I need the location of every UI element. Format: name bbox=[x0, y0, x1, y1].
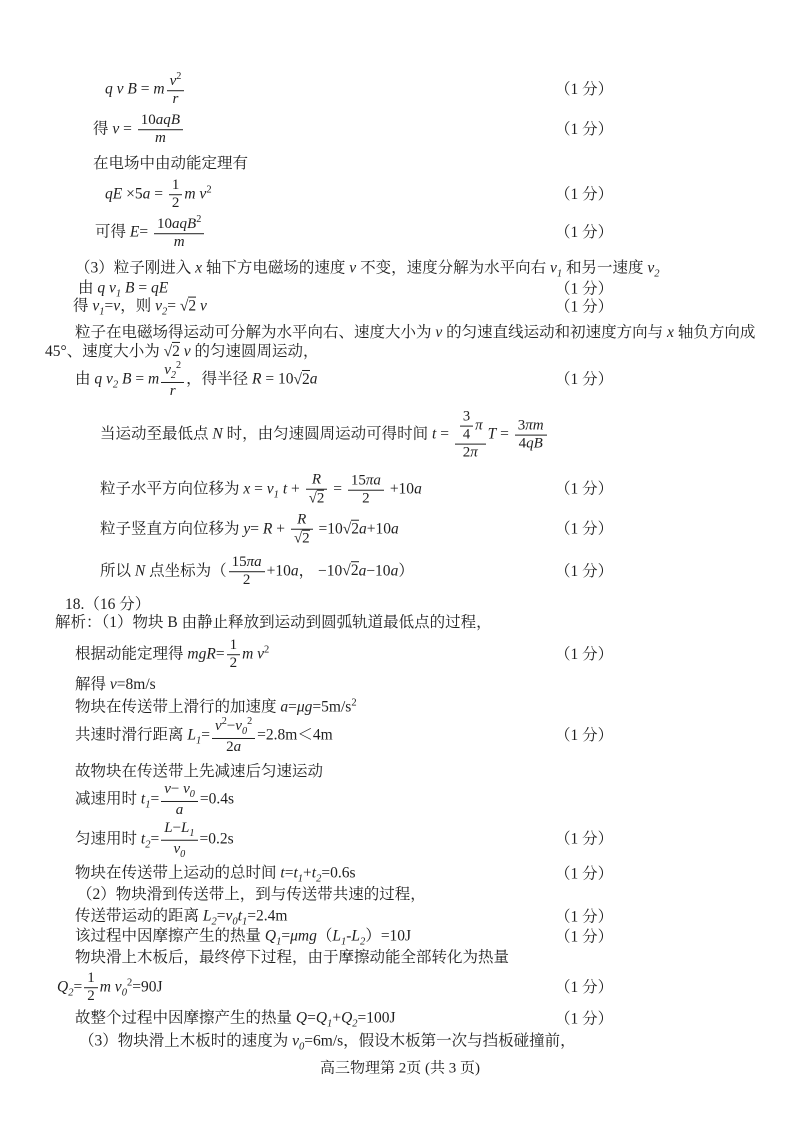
score-mark: （1 分） bbox=[555, 520, 614, 538]
answer-line-20: 物块在传送带上滑行的加速度 $a=\mu g=5m/s^2$ bbox=[75, 697, 357, 716]
fraction: $\frac{v- v_0}{a}$ bbox=[161, 781, 198, 819]
fraction: 10aqB m bbox=[138, 112, 183, 148]
fraction: 10aqB$^2$ m bbox=[154, 214, 204, 252]
score-mark: （1 分） bbox=[555, 223, 614, 241]
score-mark: （1 分） bbox=[555, 280, 614, 298]
fraction: $\frac{v_2^2}{r}$ bbox=[161, 360, 184, 400]
sqrt-radical: √2 bbox=[293, 370, 310, 388]
answer-line-13: 粒子水平方向位移为 $x = v_1$ t + $\frac{R}{√2}$ = $\frac{15\pi a}{2}$ +10a （1 分） bbox=[100, 471, 614, 507]
answer-line-1: q v B = m $\frac{v^2}{r}$ （1 分） bbox=[105, 71, 614, 108]
answer-line-10: 45°、速度大小为 √2 v 的匀速圆周运动， bbox=[45, 342, 765, 362]
answer-line-8: 得 $v_1=v$，则 $v_2= √2$ v （1 分） bbox=[73, 297, 614, 318]
answer-line-27: 传送带运动的距离 $L_2=v_0t_1=2.4m$ （1 分） bbox=[75, 907, 614, 928]
answer-line-12: 当运动至最低点 N 时，由匀速圆周运动可得时间 t = $\frac{3}{4}$ π 2π T = $\frac{3\pi m}{4qB}$ bbox=[45, 409, 800, 462]
answer-line-28: 该过程中因摩擦产生的热量 $Q_1=\mu mg(L_1-L_2)=10J$ （1 分） bbox=[75, 927, 614, 948]
answer-line-32: （3）物块滑上木板时的速度为 $v_0=6m/s$，假设木板第一次与挡板碰撞前， bbox=[79, 1032, 576, 1053]
answer-line-14: 粒子竖直方向位移为 y= R + $\frac{R}{√2}$ =10√2a+10a （1 分） bbox=[100, 511, 614, 547]
score-mark: （1 分） bbox=[555, 978, 614, 996]
score-mark: （1 分） bbox=[555, 80, 614, 98]
answer-content bbox=[45, 0, 765, 1131]
answer-line-11: 由 q $v_2$ B = m $\frac{v_2^2}{r}$ ，得半径 R = 10√2a （1 分） bbox=[75, 359, 614, 399]
answer-line-17: 解析：（1）物块 B 由静止释放到运动到圆弧轨道最低点的过程， bbox=[55, 613, 492, 631]
answer-line-15: 所以 N 点坐标为（ $\frac{15\pi a}{2}$ +10a， −10√2a−10a） （1 分） bbox=[100, 554, 614, 589]
fraction: $\frac{1}{2}$ bbox=[84, 970, 98, 1006]
score-mark: （1 分） bbox=[555, 480, 614, 498]
answer-line-23: 减速用时 $t_1=$ $\frac{v- v_0}{a}$ =0.4s bbox=[75, 780, 235, 818]
answer-line-24: 匀速用时 $t_2=$ $\frac{L-L_1}{v_0}$ =0.2s （1 分） bbox=[75, 819, 614, 860]
fraction: $\frac{v^2-v_0^2}{2a}$ bbox=[212, 716, 255, 756]
score-mark: （1 分） bbox=[555, 298, 614, 316]
sqrt-radical: √2 bbox=[308, 491, 325, 507]
answer-line-18: 根据动能定理得 mgR= $\frac{1}{2}$ m $v^2$ （1 分） bbox=[75, 637, 614, 672]
sqrt-radical: √2 bbox=[342, 562, 359, 580]
answer-line-5: 可得 E= 10aqB$^2$ m （1 分） bbox=[95, 214, 614, 251]
fraction: $\frac{15\pi a}{2}$ bbox=[229, 554, 265, 590]
fraction: $\frac{R}{√2}$ bbox=[291, 512, 313, 549]
answer-line-30: $Q_2=$ $\frac{1}{2}$ m $v_0^2=90J$ （1 分） bbox=[57, 970, 614, 1005]
score-mark: （1 分） bbox=[555, 185, 614, 203]
answer-line-3: 在电场中由动能定理有 bbox=[93, 154, 249, 172]
answer-line-9: 粒子在电磁场得运动可分解为水平向右、速度大小为 v 的匀速直线运动和初速度方向与 x 轴负方向成 bbox=[75, 323, 756, 341]
score-mark: （1 分） bbox=[555, 908, 614, 926]
answer-line-22: 故物块在传送带上先减速后匀速运动 bbox=[75, 762, 324, 780]
fraction: $\frac{3}{4}$ bbox=[460, 409, 473, 444]
score-mark: （1 分） bbox=[555, 830, 614, 848]
fraction: $\frac{v^2}{r}$ bbox=[167, 71, 185, 109]
fraction: $\frac{15\pi a}{2}$ bbox=[348, 472, 384, 508]
answer-line-4: qE ×5a = $\frac{1}{2}$ m $v^2$ （1 分） bbox=[105, 177, 614, 212]
sqrt-radical: √2 bbox=[163, 342, 180, 360]
fraction: $\frac{3\pi m}{4qB}$ bbox=[515, 417, 547, 453]
answer-line-21: 共速时滑行距离 $L_1=$ $\frac{v^2-v_0^2}{2a}$ =2.8m＜4m （1 分） bbox=[75, 715, 614, 755]
score-mark: （1 分） bbox=[555, 1010, 614, 1028]
answer-line-25: 物块在传送带上运动的总时间 $t=t_1+t_2=0.6s$ （1 分） bbox=[75, 864, 614, 885]
fraction: $\frac{1}{2}$ bbox=[227, 637, 241, 673]
score-mark: （1 分） bbox=[555, 120, 614, 138]
score-mark: （1 分） bbox=[555, 928, 614, 946]
fraction: $\frac{L-L_1}{v_0}$ bbox=[161, 820, 197, 861]
fraction: $\frac{R}{√2}$ bbox=[306, 472, 328, 509]
score-mark: （1 分） bbox=[555, 370, 614, 388]
answer-line-2: 得 v = 10aqB m （1 分） bbox=[93, 112, 614, 147]
fraction: $\frac{1}{2}$ bbox=[169, 177, 183, 213]
answer-line-19: 解得 v=8m/s bbox=[75, 675, 156, 693]
score-mark: （1 分） bbox=[555, 865, 614, 883]
fraction: $\frac{3}{4}$ π 2π bbox=[455, 409, 486, 462]
answer-line-6: （3）粒子刚进入 x 轴下方电磁场的速度 v 不变，速度分解为水平向右 $v_1$ 和另一速度 $v_2$ bbox=[75, 259, 660, 280]
answer-line-29: 物块滑上木板后，最终停下过程，由于摩擦动能全部转化为热量 bbox=[75, 948, 510, 966]
answer-line-7: 由 q $v_1$ B = qE （1 分） bbox=[78, 279, 614, 300]
sqrt-radical: √2 bbox=[293, 531, 310, 547]
score-mark: （1 分） bbox=[555, 645, 614, 663]
sqrt-radical: √2 bbox=[342, 520, 360, 538]
answer-line-26: （2）物块滑到传送带上，到与传送带共速的过程， bbox=[77, 885, 426, 903]
page-footer: 高三物理第 2页 (共 3 页) bbox=[320, 1060, 480, 1077]
sqrt-radical: √2 bbox=[179, 297, 197, 315]
answer-line-16: 18.（16 分） bbox=[65, 595, 151, 613]
score-mark: （1 分） bbox=[555, 562, 614, 580]
answer-line-31: 故整个过程中因摩擦产生的热量 $Q=Q_1+Q_2=100J$ （1 分） bbox=[75, 1009, 614, 1030]
score-mark: （1 分） bbox=[555, 726, 614, 744]
